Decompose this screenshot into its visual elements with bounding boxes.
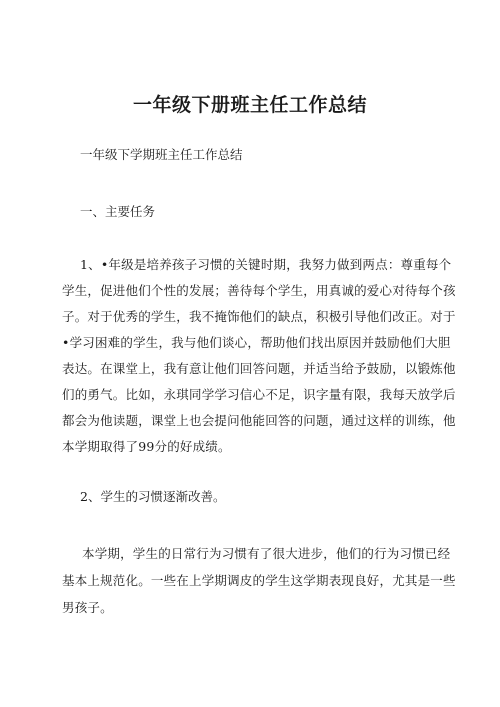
paragraph-line: 学生，促进他们个性的发展；善待每个学生，用真诚的爱心对待每个孩 [62,283,456,298]
paragraph-line: 本学期取得了99分的好成绩。 [62,439,231,454]
paragraph-line: 子。对于优秀的学生，我不掩饰他们的缺点，积极引导他们改正。对于 [62,309,456,324]
paragraph-line: 本学期，学生的日常行为习惯有了很大进步，他们的行为习惯已经 [82,546,451,561]
paragraph-line: 们的勇气。比如，永琪同学学习信心不足，识字量有限，我每天放学后 [62,387,456,402]
paragraph-line: 1、•年级是培养孩子习惯的关键时期，我努力做到两点：尊重每个 [80,257,452,272]
paragraph-line: 都会为他读题，课堂上也会提问他能回答的问题，通过这样的训练，他 [62,413,456,428]
paragraph-behavior-progress [62,540,456,621]
document-title: 一年级下册班主任工作总结 [132,94,367,116]
paragraph-line: 基本上规范化。一些在上学期调皮的学生这学期表现良好，尤其是一些 [62,573,456,588]
paragraph-line: 表达。在课堂上，我有意让他们回答问题，并适当给予鼓励，以锻炼他 [62,361,456,376]
paragraph-line: 男孩子。 [62,600,113,615]
section-heading-habits-improving: 2、学生的习惯逐渐改善。 [80,489,226,504]
paragraph-habits-training [62,252,456,460]
document-subtitle: 一年级下学期班主任工作总结 [80,147,243,162]
section-heading-main-tasks: 一、主要任务 [80,204,156,219]
paragraph-line: •学习困难的学生，我与他们谈心，帮助他们找出原因并鼓励他们大胆 [62,335,451,350]
